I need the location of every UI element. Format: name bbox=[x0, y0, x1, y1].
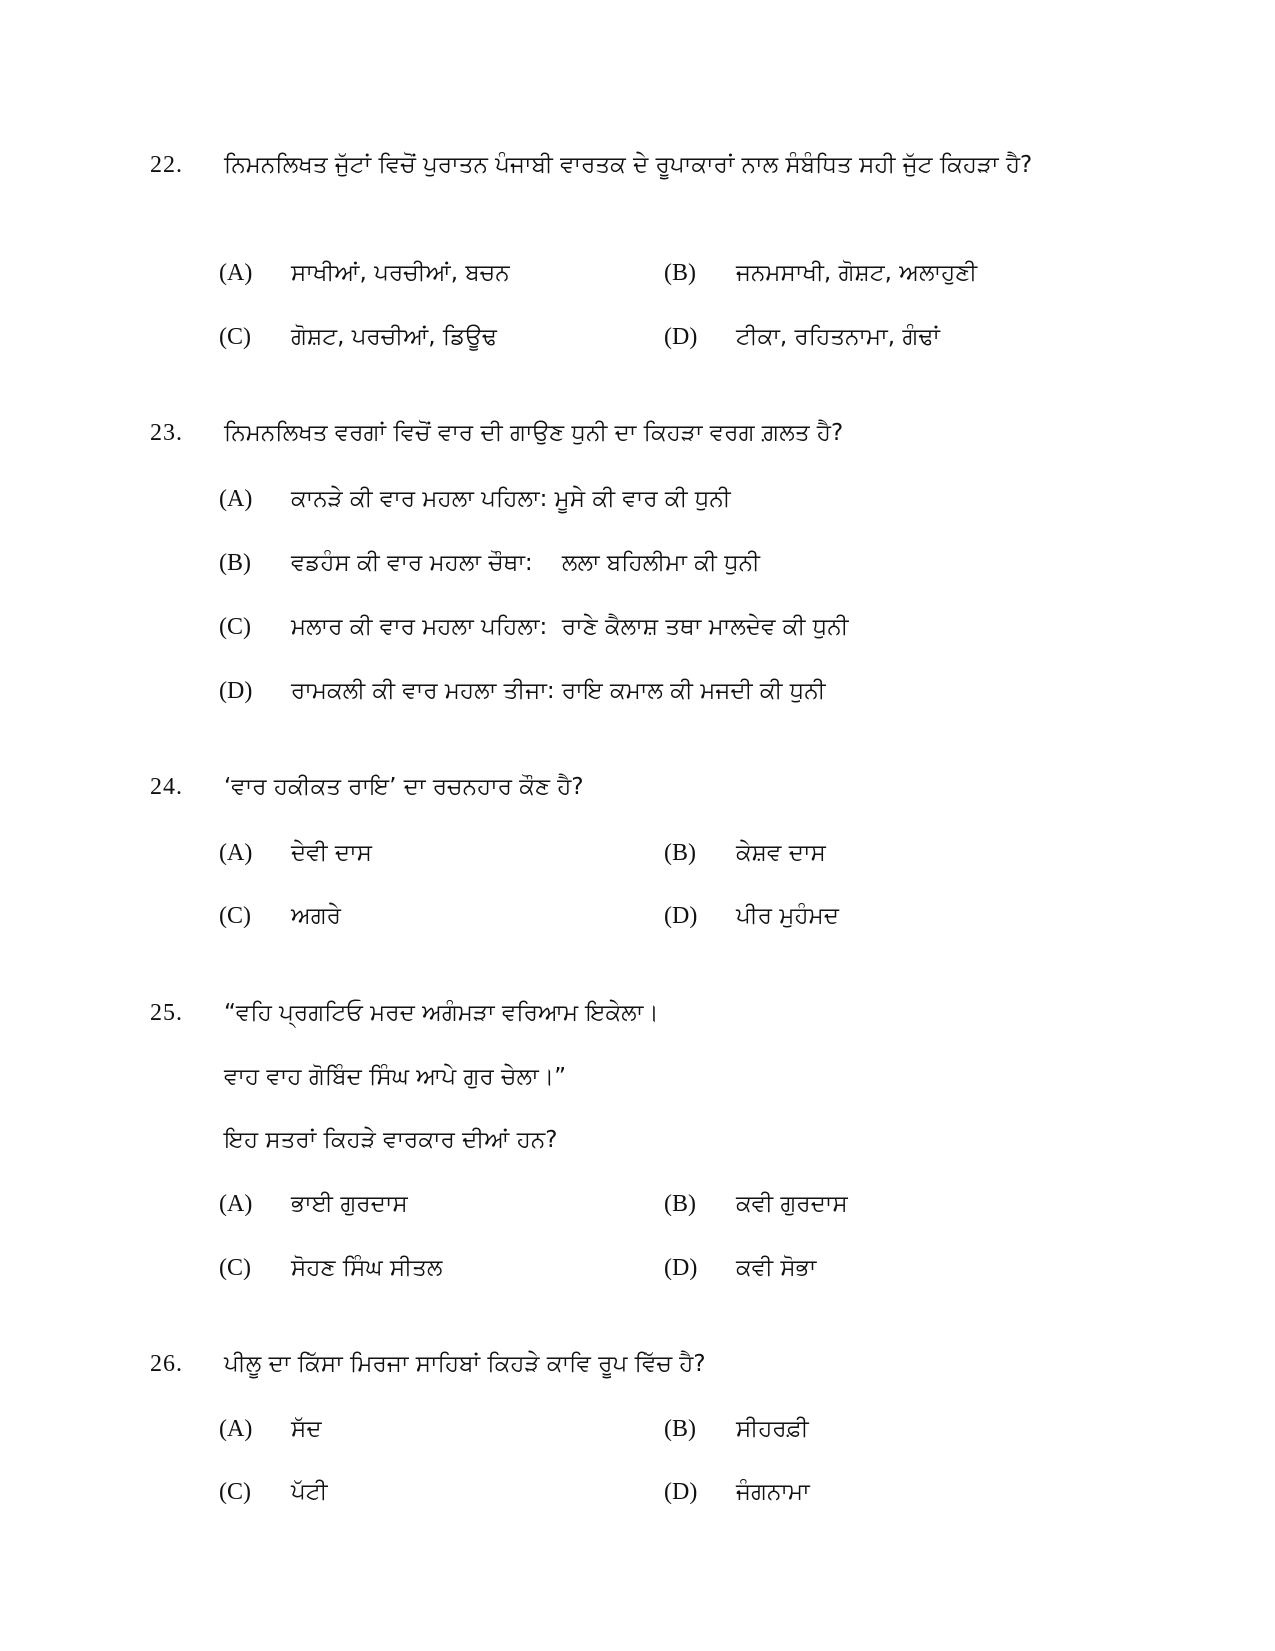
option-label: (A) bbox=[219, 840, 253, 866]
option-label: (D) bbox=[664, 1479, 698, 1505]
option-label: (B) bbox=[664, 1416, 696, 1442]
option-text: ਸਾਖੀਆਂ, ਪਰਚੀਆਂ, ਬਚਨ bbox=[291, 260, 510, 286]
option-text: ਅਗਰੇ bbox=[291, 903, 342, 929]
question-number: 24. bbox=[150, 774, 183, 800]
option-label: (D) bbox=[664, 1255, 698, 1281]
option-text: ਕਵੀ ਗੁਰਦਾਸ bbox=[736, 1191, 848, 1217]
question-number: 26. bbox=[150, 1351, 183, 1377]
option-text: ਗੋਸ਼ਟ, ਪਰਚੀਆਂ, ਡਿਊਢ bbox=[291, 324, 497, 350]
option-label: (D) bbox=[664, 903, 698, 929]
option-text: ਜਨਮਸਾਖੀ, ਗੋਸ਼ਟ, ਅਲਾਹੁਣੀ bbox=[736, 260, 978, 286]
option-text: ਭਾਈ ਗੁਰਦਾਸ bbox=[291, 1191, 408, 1217]
option-text: ਰਾਮਕਲੀ ਕੀ ਵਾਰ ਮਹਲਾ ਤੀਜਾ: ਰਾਇ ਕਮਾਲ ਕੀ ਮਜਦੀ ਕੀ ਧੁਨੀ bbox=[291, 678, 826, 704]
question-text: ‘ਵਾਰ ਹਕੀਕਤ ਰਾਇ’ ਦਾ ਰਚਨਹਾਰ ਕੌਣ ਹੈ? bbox=[224, 774, 584, 800]
option-text: ਟੀਕਾ, ਰਹਿਤਨਾਮਾ, ਗੰਢਾਂ bbox=[736, 324, 940, 350]
option-text: ਮਲਾਰ ਕੀ ਵਾਰ ਮਹਲਾ ਪਹਿਲਾ: ਰਾਣੇ ਕੈਲਾਸ਼ ਤਥਾ ਮਾਲਦੇਵ ਕੀ ਧੁਨੀ bbox=[291, 614, 849, 640]
option-label: (A) bbox=[219, 1191, 253, 1217]
question-text: ਨਿਮਨਲਿਖਤ ਜੁੱਟਾਂ ਵਿਚੋਂ ਪੁਰਾਤਨ ਪੰਜਾਬੀ ਵਾਰਤਕ ਦੇ ਰੂਪਾਕਾਰਾਂ ਨਾਲ ਸੰਬੰਧਿਤ ਸਹੀ ਜੁੱਟ ਕਿਹੜਾ ਹੈ? bbox=[224, 152, 1033, 178]
option-label: (C) bbox=[219, 1479, 251, 1505]
option-text: ਕਾਨੜੇ ਕੀ ਵਾਰ ਮਹਲਾ ਪਹਿਲਾ: ਮੂਸੇ ਕੀ ਵਾਰ ਕੀ ਧੁਨੀ bbox=[291, 486, 731, 512]
question-text: ਇਹ ਸਤਰਾਂ ਕਿਹੜੇ ਵਾਰਕਾਰ ਦੀਆਂ ਹਨ? bbox=[224, 1127, 558, 1153]
option-text: ਸੋਹਣ ਸਿੰਘ ਸੀਤਲ bbox=[291, 1255, 443, 1281]
question-number: 22. bbox=[150, 152, 183, 178]
option-label: (A) bbox=[219, 260, 253, 286]
option-label: (B) bbox=[664, 840, 696, 866]
option-text: ਪੀਰ ਮੁਹੰਮਦ bbox=[736, 903, 839, 929]
option-text: ਸੱਦ bbox=[291, 1416, 322, 1442]
option-label: (B) bbox=[664, 260, 696, 286]
option-label: (D) bbox=[664, 324, 698, 350]
question-text: ਪੀਲੂ ਦਾ ਕਿੱਸਾ ਮਿਰਜਾ ਸਾਹਿਬਾਂ ਕਿਹੜੇ ਕਾਵਿ ਰੂਪ ਵਿੱਚ ਹੈ? bbox=[224, 1351, 706, 1377]
option-text: ਕਵੀ ਸੋਭਾ bbox=[736, 1255, 817, 1281]
option-label: (A) bbox=[219, 1416, 253, 1442]
option-label: (B) bbox=[219, 550, 251, 576]
option-label: (D) bbox=[219, 678, 253, 704]
option-text: ਪੱਟੀ bbox=[291, 1479, 328, 1505]
option-label: (A) bbox=[219, 486, 253, 512]
option-label: (C) bbox=[219, 1255, 251, 1281]
option-text: ਵਡਹੰਸ ਕੀ ਵਾਰ ਮਹਲਾ ਚੌਥਾ: ਲਲਾ ਬਹਿਲੀਮਾ ਕੀ ਧੁਨੀ bbox=[291, 550, 760, 576]
option-label: (C) bbox=[219, 324, 251, 350]
question-number: 25. bbox=[150, 1000, 183, 1026]
option-label: (C) bbox=[219, 614, 251, 640]
question-text: ਨਿਮਨਲਿਖਤ ਵਰਗਾਂ ਵਿਚੋਂ ਵਾਰ ਦੀ ਗਾਉਣ ਧੁਨੀ ਦਾ ਕਿਹੜਾ ਵਰਗ ਗ਼ਲਤ ਹੈ? bbox=[224, 420, 844, 446]
option-text: ਜੰਗਨਾਮਾ bbox=[736, 1479, 810, 1505]
quote-line-2: ਵਾਹ ਵਾਹ ਗੋਬਿੰਦ ਸਿੰਘ ਆਪੇ ਗੁਰ ਚੇਲਾ।” bbox=[224, 1064, 567, 1090]
option-label: (C) bbox=[219, 903, 251, 929]
option-text: ਕੇਸ਼ਵ ਦਾਸ bbox=[736, 840, 826, 866]
quote-line-1: “ਵਹਿ ਪ੍ਰਗਟਿਓ ਮਰਦ ਅਗੰਮੜਾ ਵਰਿਆਮ ਇਕੇਲਾ। bbox=[224, 1000, 659, 1026]
option-text: ਸੀਹਰਫ਼ੀ bbox=[736, 1416, 809, 1442]
question-number: 23. bbox=[150, 420, 183, 446]
option-label: (B) bbox=[664, 1191, 696, 1217]
option-text: ਦੇਵੀ ਦਾਸ bbox=[291, 840, 372, 866]
